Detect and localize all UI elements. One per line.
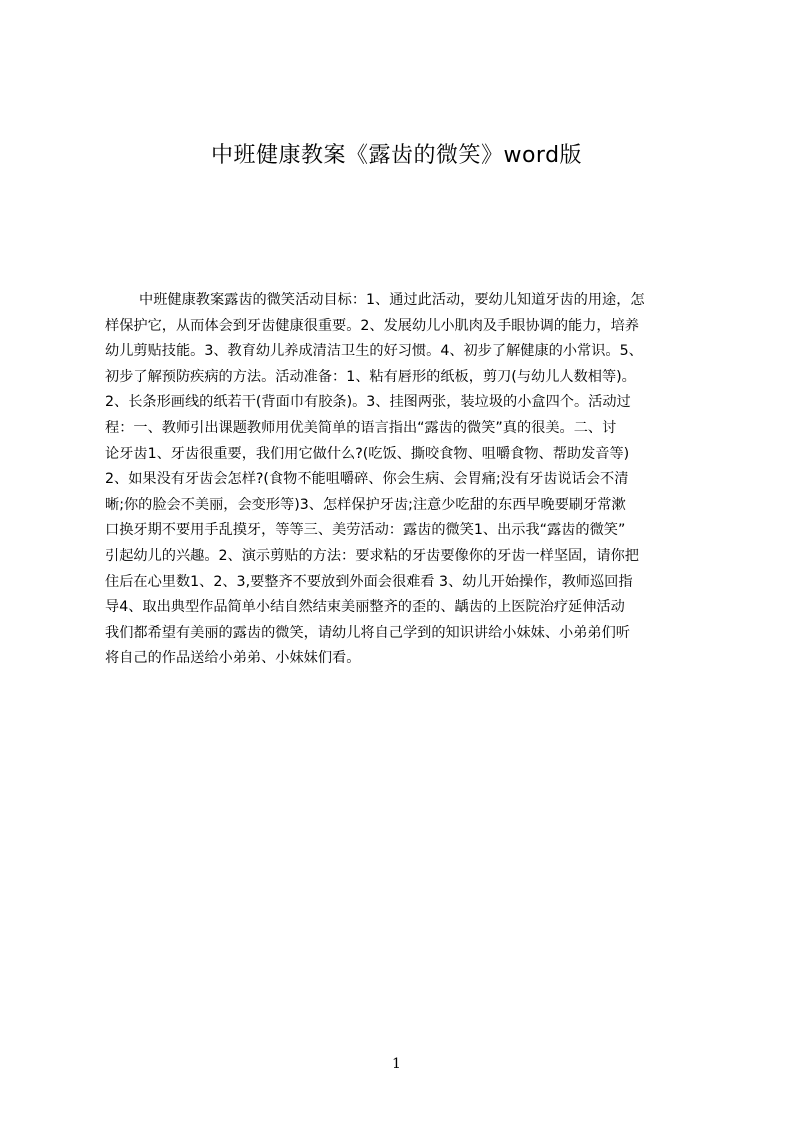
body-line: 住后在心里数1、2、3,要整齐不要放到外面会很难看 3、幼儿开始操作，教师巡回指	[105, 573, 633, 590]
body-line: 我们都希望有美丽的露齿的微笑，请幼儿将自己学到的知识讲给小妹妹、小弟弟们听	[105, 624, 630, 641]
body-line: 2、长条形画线的纸若干(背面巾有胶条)。3、挂图两张，装垃圾的小盒四个。活动过	[105, 394, 631, 411]
body-line: 中班健康教案露齿的微笑活动目标：1、通过此活动，要幼儿知道牙齿的用途，怎	[139, 292, 645, 308]
document-title: 中班健康教案《露齿的微笑》word版	[210, 143, 583, 168]
body-line: 将自己的作品送给小弟弟、小妹妹们看。	[105, 650, 361, 667]
body-line: 样保护它，从而体会到牙齿健康很重要。2、发展幼儿小肌肉及手眼协调的能力，培养	[105, 317, 639, 334]
body-line: 口换牙期不要用手乱摸牙，等等三、美劳活动：露齿的微笑1、出示我“露齿的微笑”	[105, 522, 626, 539]
body-paragraph	[105, 288, 711, 688]
body-line: 晰;你的脸会不美丽，会变形等)3、怎样保护牙齿;注意少吃甜的东西早晚要刷牙常漱	[105, 496, 626, 513]
page-number: 1	[392, 1056, 401, 1072]
body-line: 导4、取出典型作品简单小结自然结束美丽整齐的歪的、龋齿的上医院治疗延伸活动	[105, 599, 625, 616]
body-line: 幼儿剪贴技能。3、教育幼儿养成清洁卫生的好习惯。4、初步了解健康的小常识。5、	[105, 343, 643, 360]
body-line: 引起幼儿的兴趣。2、演示剪贴的方法：要求粘的牙齿要像你的牙齿一样坚固，请你把	[105, 547, 639, 564]
body-line: 2、如果没有牙齿会怎样?(食物不能咀嚼碎、你会生病、会胃痛;没有牙齿说话会不清	[105, 471, 629, 488]
body-line: 程：一、教师引出课题教师用优美简单的语言指出“露齿的微笑”真的很美。二、讨	[105, 419, 617, 436]
body-line: 初步了解预防疾病的方法。活动准备：1、粘有唇形的纸板，剪刀(与幼儿人数相等)。	[105, 368, 636, 385]
body-line: 论牙齿1、牙齿很重要，我们用它做什么?(吃饭、撕咬食物、咀嚼食物、帮助发音等)	[105, 445, 630, 462]
